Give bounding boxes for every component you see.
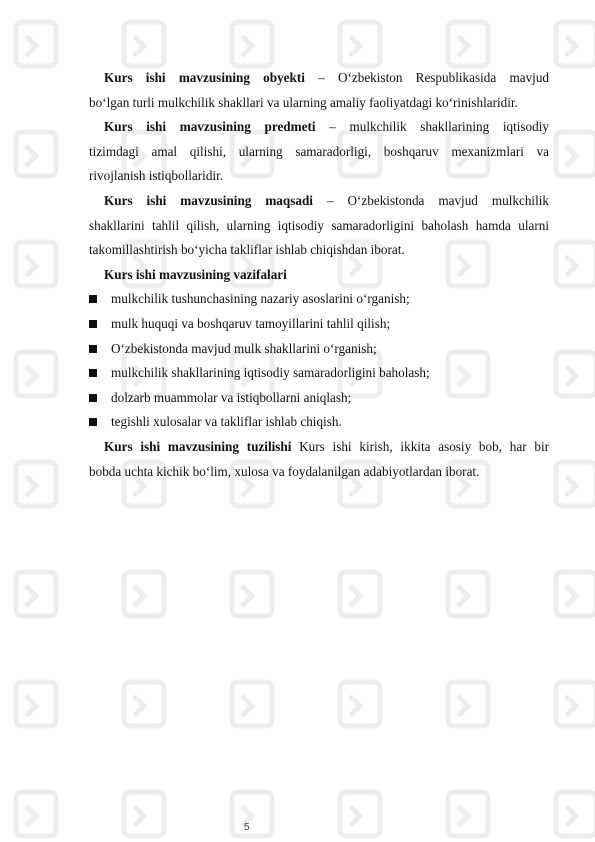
list-item: [89, 386, 549, 411]
square-bullet-icon: [89, 418, 97, 426]
document-watermark-icon: [10, 128, 62, 180]
task-text: mulkchilik shakllarining iqtisodiy samaradorligini baholash;: [111, 365, 430, 381]
list-item: [89, 361, 549, 386]
object-text-1: – O‘zbekiston Respublikasida mavjud: [318, 70, 550, 85]
subject-line-2: tizimdagi amal qilishi, ularning samaradorligi, boshqaruv mexanizmlari va: [89, 143, 549, 159]
document-watermark-icon: [118, 18, 170, 70]
structure-label: Kurs ishi mavzusining tuzilishi: [104, 438, 292, 454]
document-watermark-icon: [226, 568, 278, 620]
document-watermark-icon: [118, 788, 170, 840]
document-watermark-icon: [226, 788, 278, 840]
list-item: [89, 337, 549, 362]
list-item: [89, 287, 549, 312]
structure-line-1: [89, 435, 549, 460]
square-bullet-icon: [89, 345, 97, 353]
square-bullet-icon: [89, 320, 97, 328]
document-watermark-icon: [334, 788, 386, 840]
task-text: mulk huquqi va boshqaruv tamoyillarini tahlil qilish;: [111, 315, 391, 331]
subject-text-1: – mulkchilik shakllarining iqtisodiy: [329, 119, 550, 135]
document-watermark-icon: [10, 18, 62, 70]
document-watermark-icon: [550, 348, 595, 400]
document-watermark-icon: [10, 458, 62, 510]
goal-line-3: takomillashtirish bo‘yicha takliflar ishlab chiqishdan iborat.: [89, 242, 405, 258]
list-item: [89, 410, 549, 435]
document-watermark-icon: [334, 568, 386, 620]
document-watermark-icon: [442, 788, 494, 840]
document-watermark-icon: [550, 18, 595, 70]
document-watermark-icon: [442, 678, 494, 730]
subject-label: Kurs ishi mavzusining predmeti: [104, 119, 316, 135]
document-watermark-icon: [550, 238, 595, 290]
goal-label: Kurs ishi mavzusining maqsadi: [104, 192, 313, 208]
page-content: [89, 66, 549, 484]
structure-line-2: bobda uchta kichik bo‘lim, xulosa va foydalanilgan adabiyotlardan iborat.: [89, 463, 480, 479]
square-bullet-icon: [89, 295, 97, 303]
document-watermark-icon: [10, 568, 62, 620]
structure-text-1: Kurs ishi kirish, ikkita asosiy bob, har bir: [299, 438, 549, 454]
tasks-heading: Kurs ishi mavzusining vazifalari: [104, 266, 287, 282]
square-bullet-icon: [89, 394, 97, 402]
document-watermark-icon: [118, 678, 170, 730]
task-text: tegishli xulosalar va takliflar ishlab chiqish.: [111, 414, 342, 430]
document-watermark-icon: [550, 788, 595, 840]
list-item: [89, 312, 549, 337]
document-watermark-icon: [118, 568, 170, 620]
task-text: O‘zbekistonda mavjud mulk shakllarini o‘rganish;: [111, 340, 377, 356]
document-watermark-icon: [10, 788, 62, 840]
document-watermark-icon: [334, 678, 386, 730]
document-watermark-icon: [334, 18, 386, 70]
goal-line-2: shakllarini tahlil qilish, ularning iqtisodiy samaradorligini baholash hamda ularni: [89, 217, 549, 233]
square-bullet-icon: [89, 369, 97, 377]
subject-line-1: [89, 115, 549, 140]
object-line-2: bo‘lgan turli mulkchilik shakllari va ularning amaliy faoliyatdagi ko‘rinishlaridir.: [89, 94, 518, 110]
document-watermark-icon: [442, 18, 494, 70]
goal-text-1: – O‘zbekistonda mavjud mulkchilik: [326, 192, 550, 208]
document-watermark-icon: [442, 568, 494, 620]
goal-line-1: [89, 189, 549, 214]
object-label: Kurs ishi mavzusining obyekti: [104, 70, 305, 85]
task-text: mulkchilik tushunchasining nazariy asoslarini o‘rganish;: [111, 291, 410, 307]
subject-line-3: rivojlanish istiqbollaridir.: [89, 168, 224, 184]
page-number: 5: [244, 822, 250, 833]
document-watermark-icon: [10, 678, 62, 730]
object-line-1: [89, 66, 549, 91]
document-watermark-icon: [10, 348, 62, 400]
document-watermark-icon: [550, 128, 595, 180]
document-watermark-icon: [550, 458, 595, 510]
document-watermark-icon: [550, 678, 595, 730]
tasks-list: [89, 287, 549, 435]
document-watermark-icon: [10, 238, 62, 290]
document-watermark-icon: [226, 18, 278, 70]
document-watermark-icon: [550, 568, 595, 620]
document-watermark-icon: [226, 678, 278, 730]
task-text: dolzarb muammolar va istiqbollarni aniqlash;: [111, 389, 352, 405]
